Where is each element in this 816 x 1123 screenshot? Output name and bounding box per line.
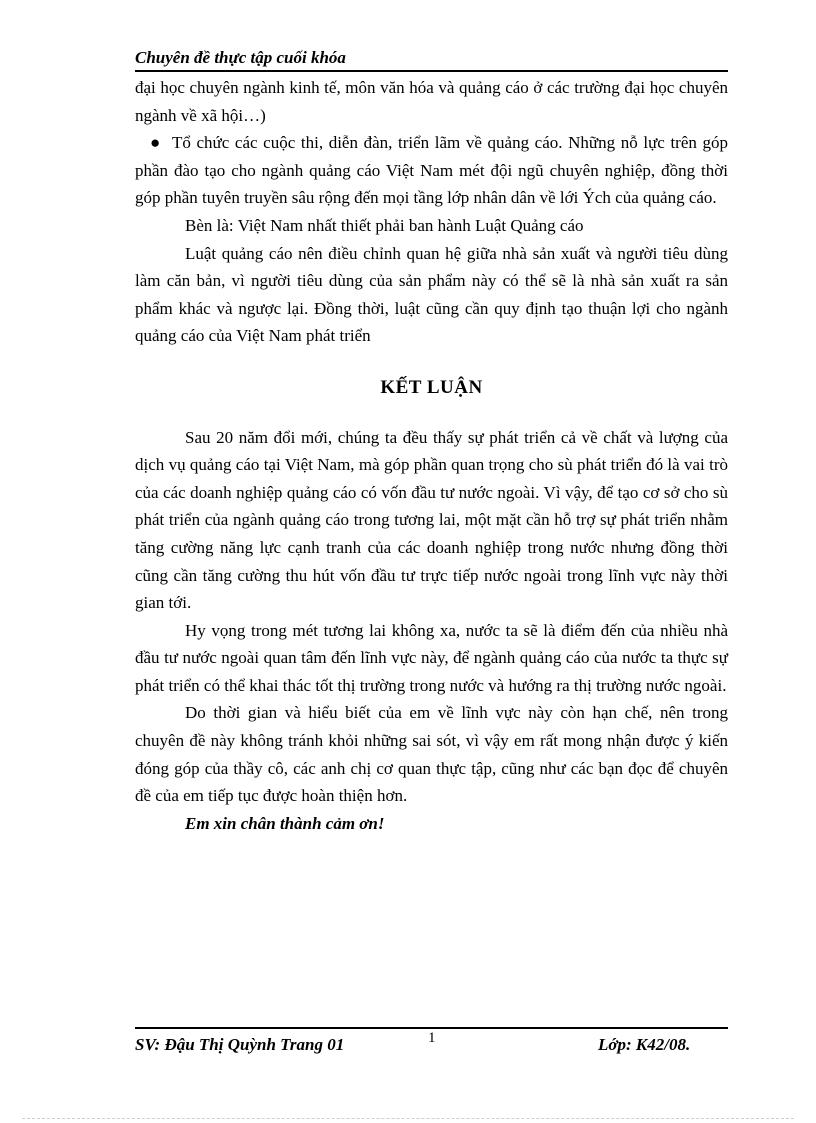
paragraph-ban-la: Bèn là: Việt Nam nhất thiết phải ban hành Luật Quảng cáo: [185, 215, 584, 235]
footer-class: Lớp: K42/08.: [598, 1035, 691, 1054]
paragraph-luat-quang-cao: Luật quảng cáo nên điều chỉnh quan hệ giữa nhà sản xuất và người tiêu dùng làm căn bản, vì người tiêu dùng của sản phẩm này có thể sẽ là nhà sản xuất ra sản phẩm khác và ngược lại. Đồng thời, luật cũng cần quy định tạo thuận lợi cho ngành quảng cáo của Việt Nam phát triển: [135, 243, 728, 346]
section-heading: KẾT LUẬN: [380, 376, 483, 398]
closing-thanks: Em xin chân thành cảm ơn!: [185, 813, 385, 833]
header-title: Chuyên đề thực tập cuối khóa: [135, 48, 346, 67]
page-header: [135, 48, 728, 72]
page-number: 1: [428, 1030, 436, 1046]
bullet-item: [135, 129, 728, 212]
document-body: [135, 74, 728, 837]
paragraph-continuation: đại học chuyên ngành kinh tế, môn văn hóa và quảng cáo ở các trường đại học chuyên ngành về xã hội…): [135, 78, 728, 125]
paragraph-conclusion-1: Sau 20 năm đổi mới, chúng ta đều thấy sự phát triển cả về chất và lượng của dịch vụ quảng cáo tại Việt Nam, mà góp phần quan trọng cho sù phát triển đó là vai trò của các doanh nghiệp quảng cáo có vốn đầu tư nước ngoài. Vì vậy, để tạo cơ sở cho sù phát triển của ngành quảng cáo trong tương lai, một mặt cần hỗ trợ sự phát triển nhằm tăng cường năng lực cạnh tranh của các doanh nghiệp trong nước nhưng đồng thời cũng cần tăng cường thu hút vốn đầu tư trực tiếp nước ngoài trong lĩnh vực này thời gian tới.: [135, 427, 728, 613]
footer-student: SV: Đậu Thị Quỳnh Trang 01: [135, 1035, 345, 1054]
paragraph-conclusion-2: Hy vọng trong mét tương lai không xa, nước ta sẽ là điểm đến của nhiều nhà đầu tư nước ngoài quan tâm đến lĩnh vực này, để ngành quảng cáo của nước ta thực sự phát triển có thể khai thác tốt thị trường trong nước và hướng ra thị trường nước ngoài.: [135, 620, 728, 695]
bullet-dot-icon: ●: [150, 133, 161, 153]
page-edge-divider: [22, 1118, 794, 1119]
footer-divider: [135, 1027, 728, 1029]
bullet-text: Tổ chức các cuộc thi, diễn đàn, triển lãm về quảng cáo. Những nỗ lực trên góp phần đào tạo cho ngành quảng cáo Việt Nam mét đội ngũ chuyên nghiệp, đồng thời góp phần tuyên truyền sâu rộng đến mọi tầng lớp nhân dân về lới Ých của quảng cáo.: [135, 133, 728, 208]
paragraph-conclusion-3: Do thời gian và hiểu biết của em về lĩnh vực này còn hạn chế, nên trong chuyên đề này không tránh khỏi những sai sót, vì vậy em rất mong nhận được ý kiến đóng góp của thầy cô, các anh chị cơ quan thực tập, cũng như các bạn đọc để chuyên đề của em tiếp tục được hoàn thiện hơn.: [135, 703, 728, 806]
